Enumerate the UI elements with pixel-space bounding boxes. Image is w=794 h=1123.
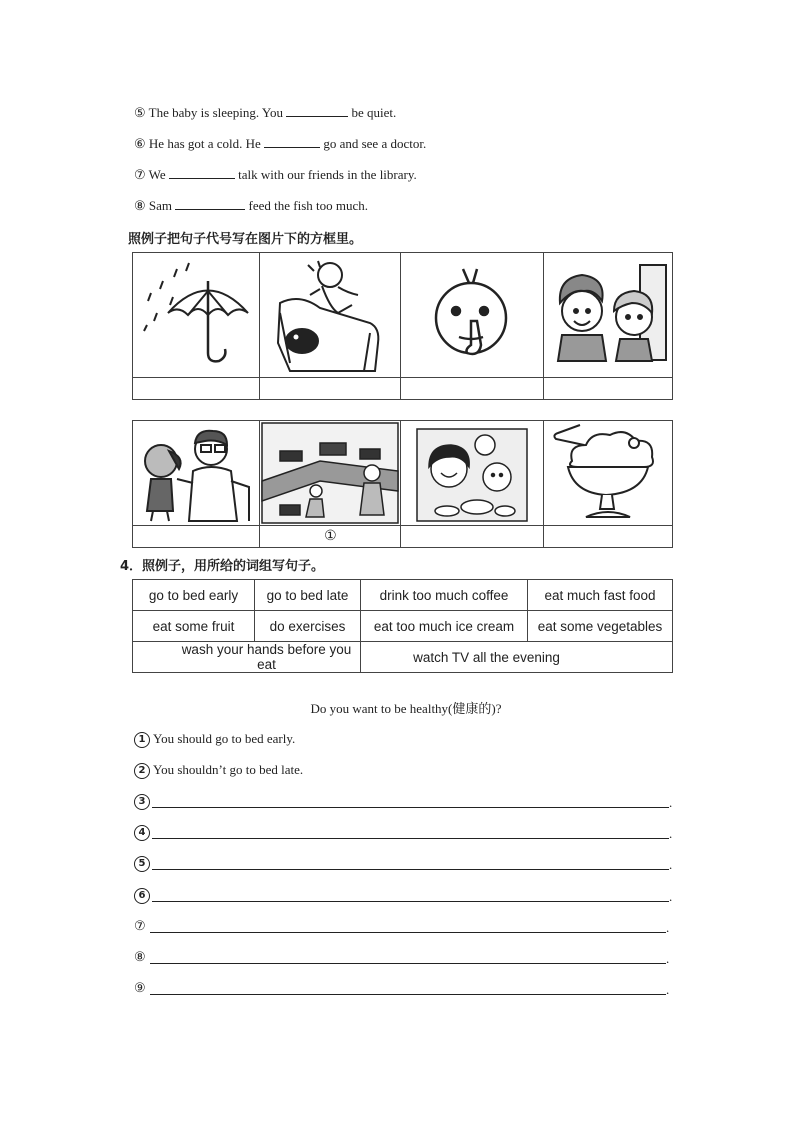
umbrella-rain-icon: [133, 253, 260, 378]
phrase-cell: eat some vegetables: [528, 611, 673, 642]
answer-number: 6: [134, 887, 153, 904]
ice-cream-sundae-icon: [543, 421, 672, 526]
dog-on-sofa-icon: [260, 253, 401, 378]
answer-line[interactable]: [150, 932, 666, 933]
exercise-4-heading: 4．照例子，用所给的词组写句子。: [120, 559, 325, 574]
answer-number: 3: [134, 793, 153, 810]
sentence-5: ⑤ The baby is sleeping. You be quiet.: [134, 105, 397, 120]
line-period: .: [669, 795, 673, 810]
answer-number: 5: [134, 855, 153, 872]
label-box[interactable]: [133, 378, 260, 400]
two-kids-talking-icon: [543, 253, 672, 378]
sentence-8: ⑧ Sam feed the fish too much.: [134, 198, 369, 213]
label-box[interactable]: [543, 378, 672, 400]
answer-blank[interactable]: [264, 136, 320, 148]
instruction-heading: 照例子把句子代号写在图片下的方框里。: [128, 232, 363, 247]
phrase-cell: go to bed late: [255, 580, 361, 611]
phrase-cell: eat too much ice cream: [361, 611, 528, 642]
phrase-cell: eat some fruit: [133, 611, 255, 642]
answer-number: ⑦: [134, 918, 146, 933]
girl-eating-icon: [401, 421, 543, 526]
label-box[interactable]: [133, 526, 260, 548]
answer-blank[interactable]: [169, 167, 235, 179]
line-period: .: [666, 920, 670, 935]
phrase-table: [132, 579, 673, 673]
answer-line[interactable]: [150, 963, 666, 964]
sentence-6: ⑥ He has got a cold. He go and see a doctor.: [134, 136, 427, 151]
example-1: 1 You should go to bed early.: [134, 731, 295, 748]
picture-grid-2: [132, 420, 673, 548]
example-2: 2 You shouldn’t go to bed late.: [134, 762, 303, 779]
doctor-patient-icon: [133, 421, 260, 526]
answer-blank[interactable]: [286, 105, 348, 117]
label-box[interactable]: [401, 378, 543, 400]
label-box[interactable]: [401, 526, 543, 548]
phrase-cell: watch TV all the evening: [361, 642, 673, 673]
shush-face-icon: [401, 253, 543, 378]
label-box-example[interactable]: ①: [260, 526, 401, 548]
answer-line[interactable]: [152, 838, 669, 839]
line-period: .: [669, 857, 673, 872]
answer-line[interactable]: [152, 807, 669, 808]
answer-blank[interactable]: [175, 198, 245, 210]
factory-scene-icon: [260, 421, 401, 526]
line-period: .: [666, 982, 670, 997]
phrase-cell: drink too much coffee: [361, 580, 528, 611]
answer-line[interactable]: [150, 994, 666, 995]
question-title: Do you want to be healthy(健康的)?: [310, 701, 502, 716]
label-box[interactable]: [543, 526, 672, 548]
phrase-cell: do exercises: [255, 611, 361, 642]
phrase-cell: eat much fast food: [528, 580, 673, 611]
line-period: .: [669, 826, 673, 841]
phrase-cell: wash your hands before you eat: [133, 642, 361, 673]
answer-number: ⑨: [134, 980, 146, 995]
answer-line[interactable]: [152, 869, 669, 870]
picture-grid-1: [132, 252, 673, 400]
line-period: .: [669, 889, 673, 904]
line-period: .: [666, 951, 670, 966]
sentence-7: ⑦ We talk with our friends in the library.: [134, 167, 417, 182]
answer-number: ⑧: [134, 949, 146, 964]
label-box[interactable]: [260, 378, 401, 400]
answer-line[interactable]: [152, 901, 669, 902]
answer-number: 4: [134, 824, 153, 841]
phrase-cell: go to bed early: [133, 580, 255, 611]
